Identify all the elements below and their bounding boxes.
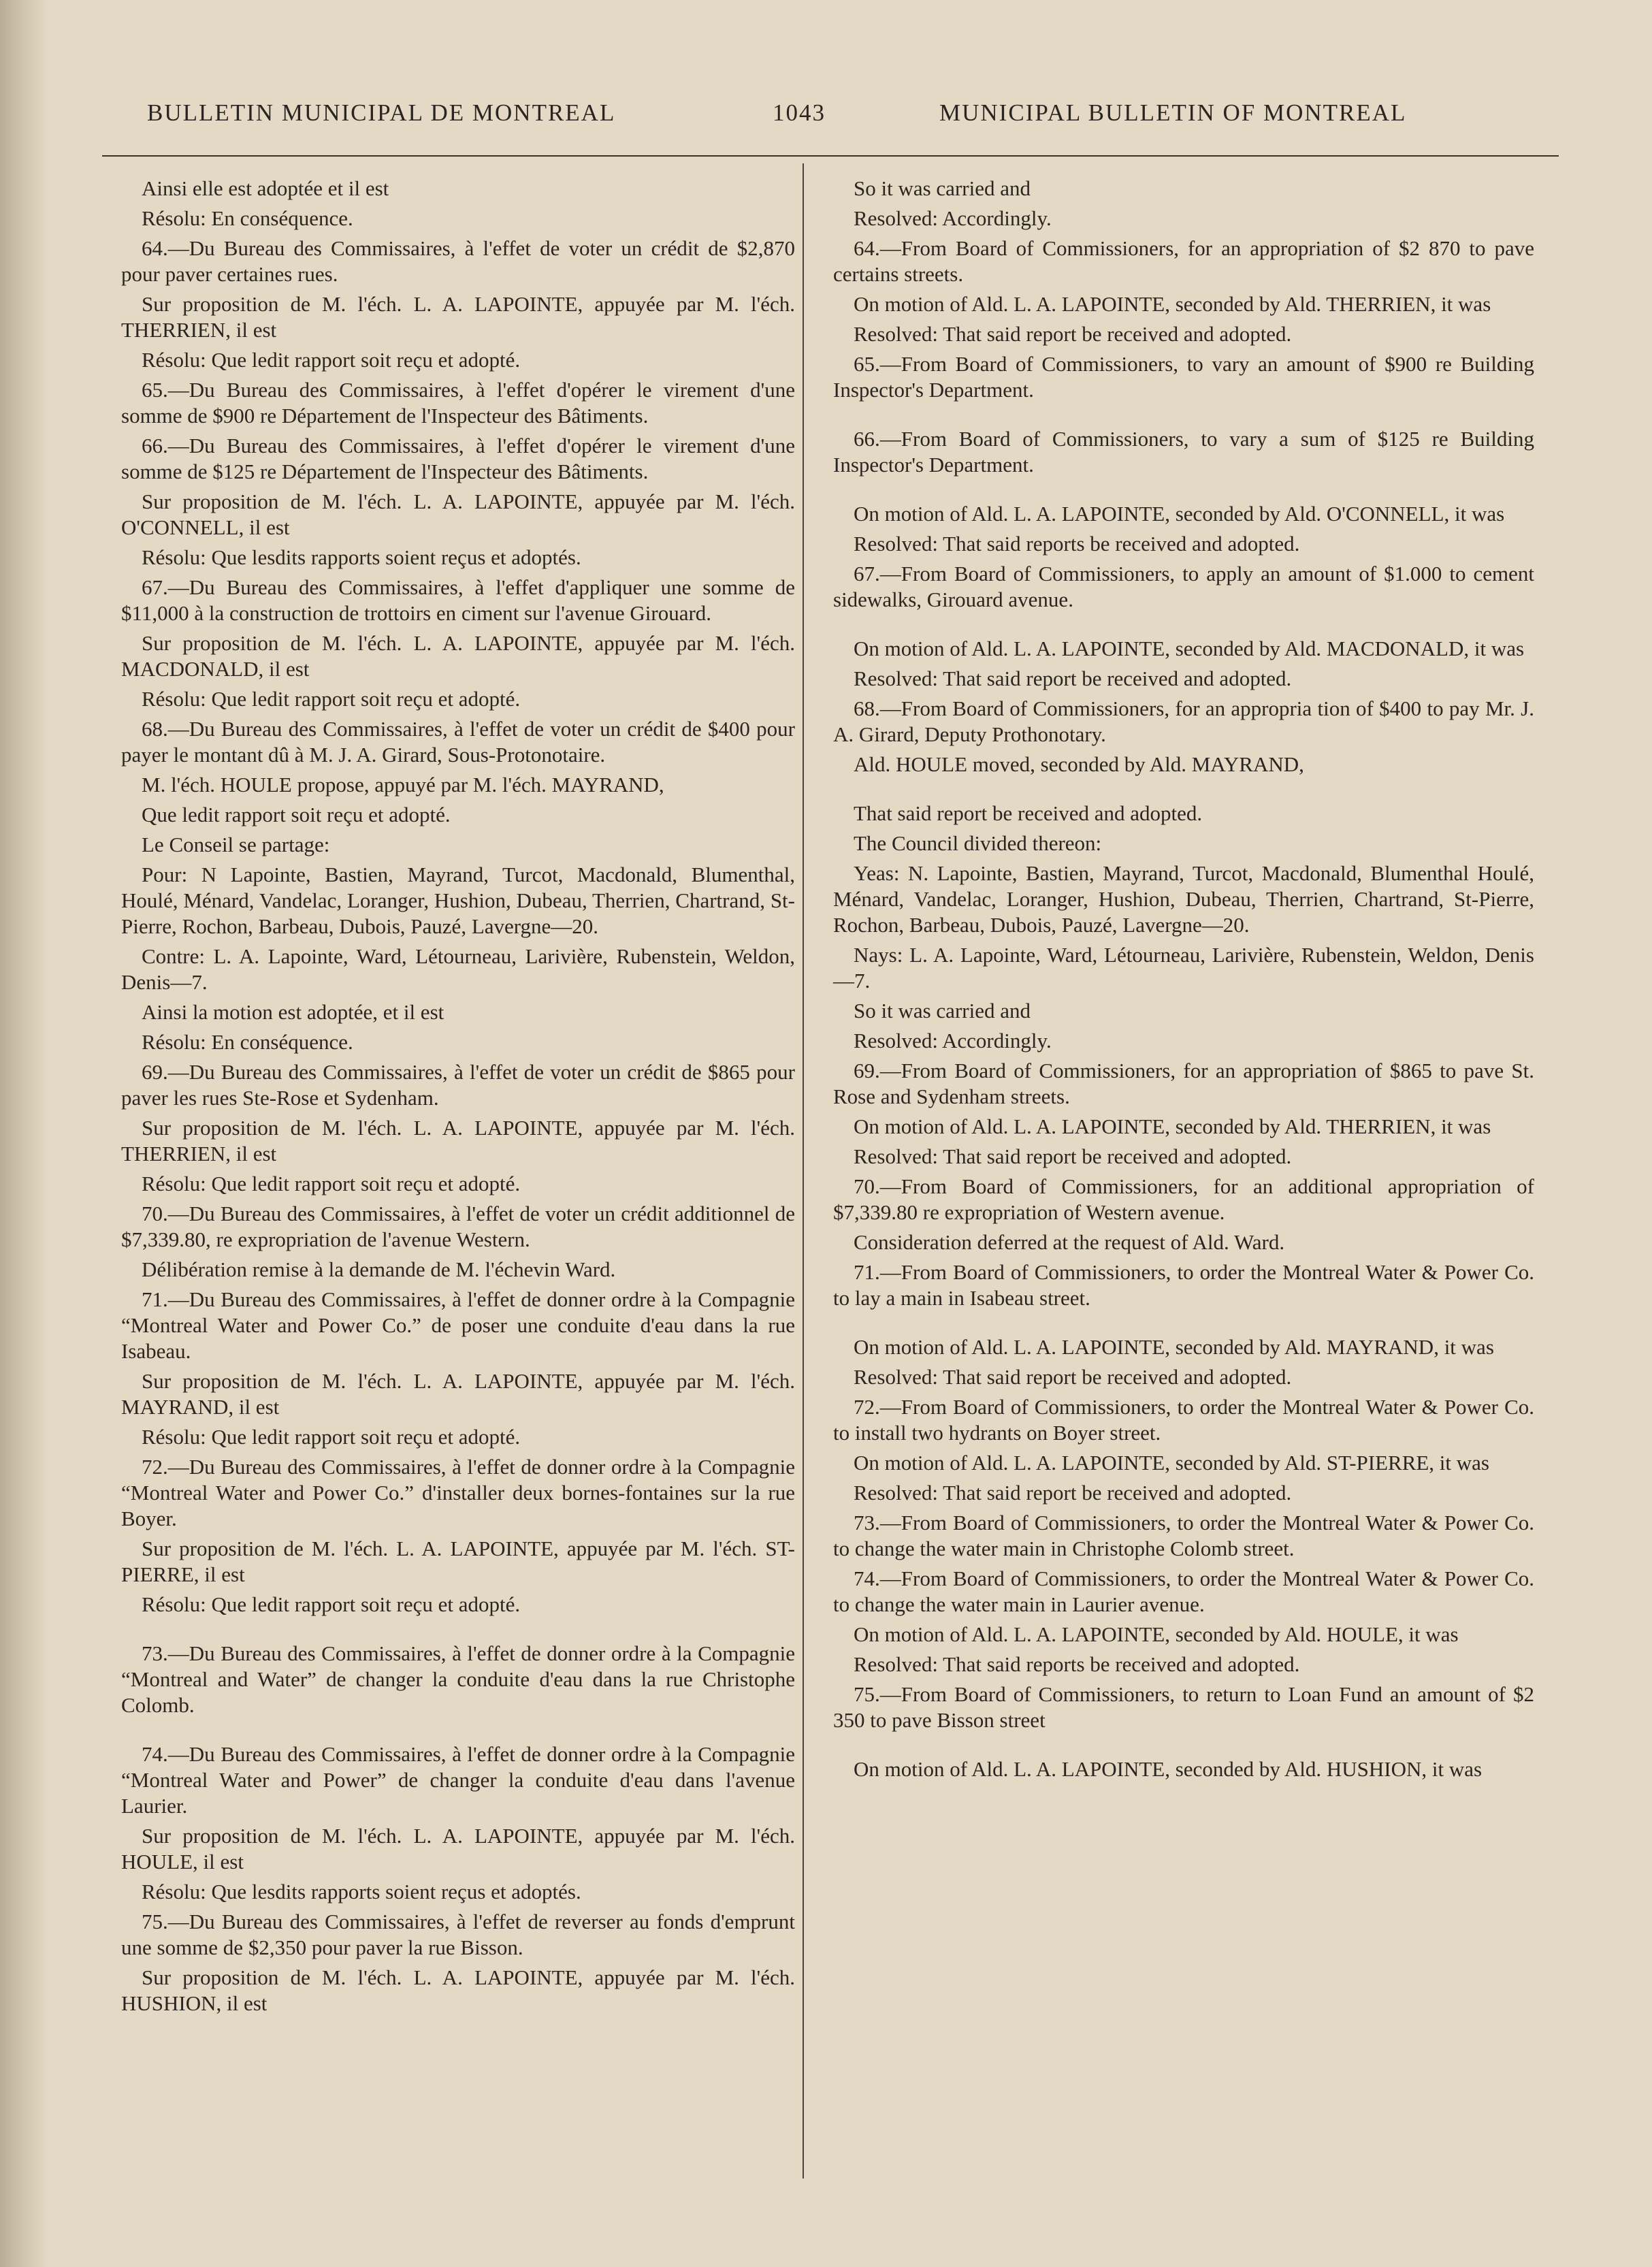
- header-rule: [102, 155, 1559, 157]
- paragraph: Sur proposition de M. l'éch. L. A. LAPOINTE, appuyée par M. l'éch. THERRIEN, il est: [121, 292, 795, 342]
- paragraph: 71.—Du Bureau des Commissaires, à l'effet de donner ordre à la Compagnie “Montreal Water and Power Co.” de poser une conduite d'eau dans la rue Isabeau.: [121, 1287, 795, 1363]
- paragraph: 73.—Du Bureau des Commissaires, à l'effet de donner ordre à la Compagnie “Montreal and Water” de changer la conduite d'eau dans la rue Christophe Colomb.: [121, 1641, 795, 1717]
- paragraph: Délibération remise à la demande de M. l'échevin Ward.: [142, 1257, 616, 1281]
- column-divider: [803, 163, 804, 2178]
- paragraph: Contre: L. A. Lapointe, Ward, Létourneau, Larivière, Rubenstein, Weldon, Denis—7.: [121, 944, 795, 994]
- paragraph: That said report be received and adopted.: [854, 801, 1203, 825]
- paragraph: Pour: N Lapointe, Bastien, Mayrand, Turcot, Macdonald, Blumenthal, Houlé, Ménard, Vandelac, Loranger, Hushion, Dubeau, Therrien, Chartrand, St-Pierre, Rochon, Barbeau, Dubois, Pauzé, Lavergne—20.: [121, 863, 795, 938]
- paragraph: Sur proposition de M. l'éch. L. A. LAPOINTE, appuyée par M. l'éch. ST-PIERRE, il est: [121, 1537, 795, 1586]
- paragraph: 75.—From Board of Commissioners, to return to Loan Fund an amount of $2 350 to pave Bisson street: [833, 1682, 1534, 1732]
- paragraph: 65.—From Board of Commissioners, to vary an amount of $900 re Building Inspector's Department.: [833, 352, 1534, 402]
- paragraph: Sur proposition de M. l'éch. L. A. LAPOINTE, appuyée par M. l'éch. HOULE, il est: [121, 1824, 795, 1874]
- paragraph: 70.—From Board of Commissioners, for an additional appropriation of $7,339.80 re expropriation of Western avenue.: [833, 1174, 1534, 1224]
- paragraph: 72.—From Board of Commissioners, to order the Montreal Water & Power Co. to install two hydrants on Boyer street.: [833, 1395, 1534, 1445]
- paragraph: Resolved: That said report be received and adopted.: [854, 1144, 1292, 1168]
- paragraph: Resolved: That said report be received and adopted.: [854, 1365, 1292, 1389]
- french-column: [121, 176, 795, 2021]
- paragraph: Resolved: That said reports be received and adopted.: [854, 1652, 1300, 1676]
- paragraph: 70.—Du Bureau des Commissaires, à l'effet de voter un crédit additionnel de $7,339.80, re expropriation de l'avenue Western.: [121, 1202, 795, 1251]
- paragraph: Sur proposition de M. l'éch. L. A. LAPOINTE, appuyée par M. l'éch. O'CONNELL, il est: [121, 489, 795, 539]
- paragraph: 74.—From Board of Commissioners, to order the Montreal Water & Power Co. to change the water main in Laurier avenue.: [833, 1566, 1534, 1616]
- paragraph: Résolu: Que ledit rapport soit reçu et adopté.: [142, 1425, 521, 1449]
- paragraph: Résolu: Que ledit rapport soit reçu et adopté.: [142, 1592, 521, 1616]
- paragraph: Résolu: En conséquence.: [142, 206, 353, 230]
- paragraph: So it was carried and: [854, 999, 1031, 1023]
- paragraph: The Council divided thereon:: [854, 831, 1102, 855]
- paragraph: 66.—From Board of Commissioners, to vary a sum of $125 re Building Inspector's Department.: [833, 427, 1534, 477]
- paragraph: Resolved: That said report be received and adopted.: [854, 666, 1292, 690]
- paragraph: 67.—Du Bureau des Commissaires, à l'effet d'appliquer une somme de $11,000 à la construction de trottoirs en ciment sur l'avenue Girouard.: [121, 575, 795, 625]
- paragraph: 68.—From Board of Commissioners, for an appropria tion of $400 to pay Mr. J. A. Girard, Deputy Prothonotary.: [833, 696, 1534, 746]
- header-english-title: MUNICIPAL BULLETIN OF MONTREAL: [939, 99, 1407, 126]
- english-column: [833, 176, 1534, 1786]
- paragraph: 71.—From Board of Commissioners, to order the Montreal Water & Power Co. to lay a main in Isabeau street.: [833, 1260, 1534, 1310]
- paragraph: Consideration deferred at the request of Ald. Ward.: [854, 1230, 1285, 1254]
- paragraph: Résolu: Que ledit rapport soit reçu et adopté.: [142, 687, 521, 711]
- paragraph: 68.—Du Bureau des Commissaires, à l'effet de voter un crédit de $400 pour payer le montant dû à M. J. A. Girard, Sous-Protonotaire.: [121, 717, 795, 767]
- paragraph: Ainsi elle est adoptée et il est: [142, 176, 389, 200]
- paragraph: Le Conseil se partage:: [142, 833, 330, 856]
- paragraph: Resolved: Accordingly.: [854, 206, 1052, 230]
- paragraph: 74.—Du Bureau des Commissaires, à l'effet de donner ordre à la Compagnie “Montreal Water and Power” de changer la conduite d'eau dans l'avenue Laurier.: [121, 1742, 795, 1818]
- paragraph: 65.—Du Bureau des Commissaires, à l'effet d'opérer le virement d'une somme de $900 re Département de l'Inspecteur des Bâtiments.: [121, 378, 795, 428]
- paragraph: Résolu: Que ledit rapport soit reçu et adopté.: [142, 348, 521, 372]
- paragraph: 64.—Du Bureau des Commissaires, à l'effet de voter un crédit de $2,870 pour paver certaines rues.: [121, 236, 795, 286]
- paragraph: Resolved: That said reports be received and adopted.: [854, 532, 1300, 556]
- paragraph: 64.—From Board of Commissioners, for an appropriation of $2 870 to pave certains streets.: [833, 236, 1534, 286]
- paragraph: 69.—Du Bureau des Commissaires, à l'effet de voter un crédit de $865 pour paver les rues Ste-Rose et Sydenham.: [121, 1060, 795, 1110]
- paragraph: On motion of Ald. L. A. LAPOINTE, seconded by Ald. THERRIEN, it was: [854, 1114, 1491, 1138]
- paragraph: 69.—From Board of Commissioners, for an appropriation of $865 to pave St. Rose and Sydenham streets.: [833, 1059, 1534, 1108]
- paragraph: Resolved: That said report be received and adopted.: [854, 322, 1292, 346]
- paragraph: Sur proposition de M. l'éch. L. A. LAPOINTE, appuyée par M. l'éch. MACDONALD, il est: [121, 631, 795, 681]
- paragraph: On motion of Ald. L. A. LAPOINTE, seconded by Ald. MACDONALD, it was: [854, 637, 1525, 660]
- paragraph: Sur proposition de M. l'éch. L. A. LAPOINTE, appuyée par M. l'éch. THERRIEN, il est: [121, 1116, 795, 1165]
- paragraph: Sur proposition de M. l'éch. L. A. LAPOINTE, appuyée par M. l'éch. HUSHION, il est: [121, 1965, 795, 2015]
- paragraph: Yeas: N. Lapointe, Bastien, Mayrand, Turcot, Macdonald, Blumenthal Houlé, Ménard, Vandelac, Loranger, Hushion, Dubeau, Therrien, Chartrand, St-Pierre, Rochon, Barbeau, Dubois, Pauzé, Lavergne—20.: [833, 861, 1534, 937]
- paragraph: Nays: L. A. Lapointe, Ward, Létourneau, Larivière, Rubenstein, Weldon, Denis—7.: [833, 943, 1534, 993]
- page-header: [102, 99, 1586, 140]
- paragraph: 67.—From Board of Commissioners, to apply an amount of $1.000 to cement sidewalks, Girouard avenue.: [833, 562, 1534, 611]
- paragraph: Ald. HOULE moved, seconded by Ald. MAYRAND,: [854, 752, 1304, 776]
- paragraph: On motion of Ald. L. A. LAPOINTE, seconded by Ald. ST-PIERRE, it was: [854, 1451, 1489, 1475]
- paragraph: Résolu: Que lesdits rapports soient reçus et adoptés.: [142, 1880, 581, 1903]
- paragraph: On motion of Ald. L. A. LAPOINTE, seconded by Ald. MAYRAND, it was: [854, 1335, 1494, 1359]
- paragraph: Que ledit rapport soit reçu et adopté.: [142, 803, 451, 826]
- paragraph: 66.—Du Bureau des Commissaires, à l'effet d'opérer le virement d'une somme de $125 re Département de l'Inspecteur des Bâtiments.: [121, 434, 795, 483]
- paragraph: 75.—Du Bureau des Commissaires, à l'effet de reverser au fonds d'emprunt une somme de $2,350 pour paver la rue Bisson.: [121, 1910, 795, 1959]
- paragraph: M. l'éch. HOULE propose, appuyé par M. l'éch. MAYRAND,: [142, 773, 664, 797]
- paragraph: Résolu: Que ledit rapport soit reçu et adopté.: [142, 1172, 521, 1195]
- paragraph: Sur proposition de M. l'éch. L. A. LAPOINTE, appuyée par M. l'éch. MAYRAND, il est: [121, 1369, 795, 1419]
- paragraph: Ainsi la motion est adoptée, et il est: [142, 1000, 444, 1024]
- paragraph: On motion of Ald. L. A. LAPOINTE, seconded by Ald. HUSHION, it was: [854, 1757, 1483, 1781]
- header-french-title: BULLETIN MUNICIPAL DE MONTREAL: [147, 99, 616, 126]
- paragraph: Resolved: Accordingly.: [854, 1029, 1052, 1052]
- paragraph: 72.—Du Bureau des Commissaires, à l'effet de donner ordre à la Compagnie “Montreal Water and Power Co.” d'installer deux bornes-fontaines sur la rue Boyer.: [121, 1455, 795, 1530]
- paragraph: On motion of Ald. L. A. LAPOINTE, seconded by Ald. O'CONNELL, it was: [854, 502, 1505, 526]
- paragraph: Résolu: En conséquence.: [142, 1030, 353, 1054]
- page-binding-edge: [0, 0, 48, 2267]
- paragraph: On motion of Ald. L. A. LAPOINTE, seconded by Ald. HOULE, it was: [854, 1622, 1459, 1646]
- paragraph: Résolu: Que lesdits rapports soient reçus et adoptés.: [142, 545, 581, 569]
- paragraph: On motion of Ald. L. A. LAPOINTE, seconded by Ald. THERRIEN, it was: [854, 292, 1491, 316]
- paragraph: So it was carried and: [854, 176, 1031, 200]
- paragraph: Resolved: That said report be received and adopted.: [854, 1481, 1292, 1505]
- paragraph: 73.—From Board of Commissioners, to order the Montreal Water & Power Co. to change the water main in Christophe Colomb street.: [833, 1511, 1534, 1560]
- page-number: 1043: [773, 99, 826, 126]
